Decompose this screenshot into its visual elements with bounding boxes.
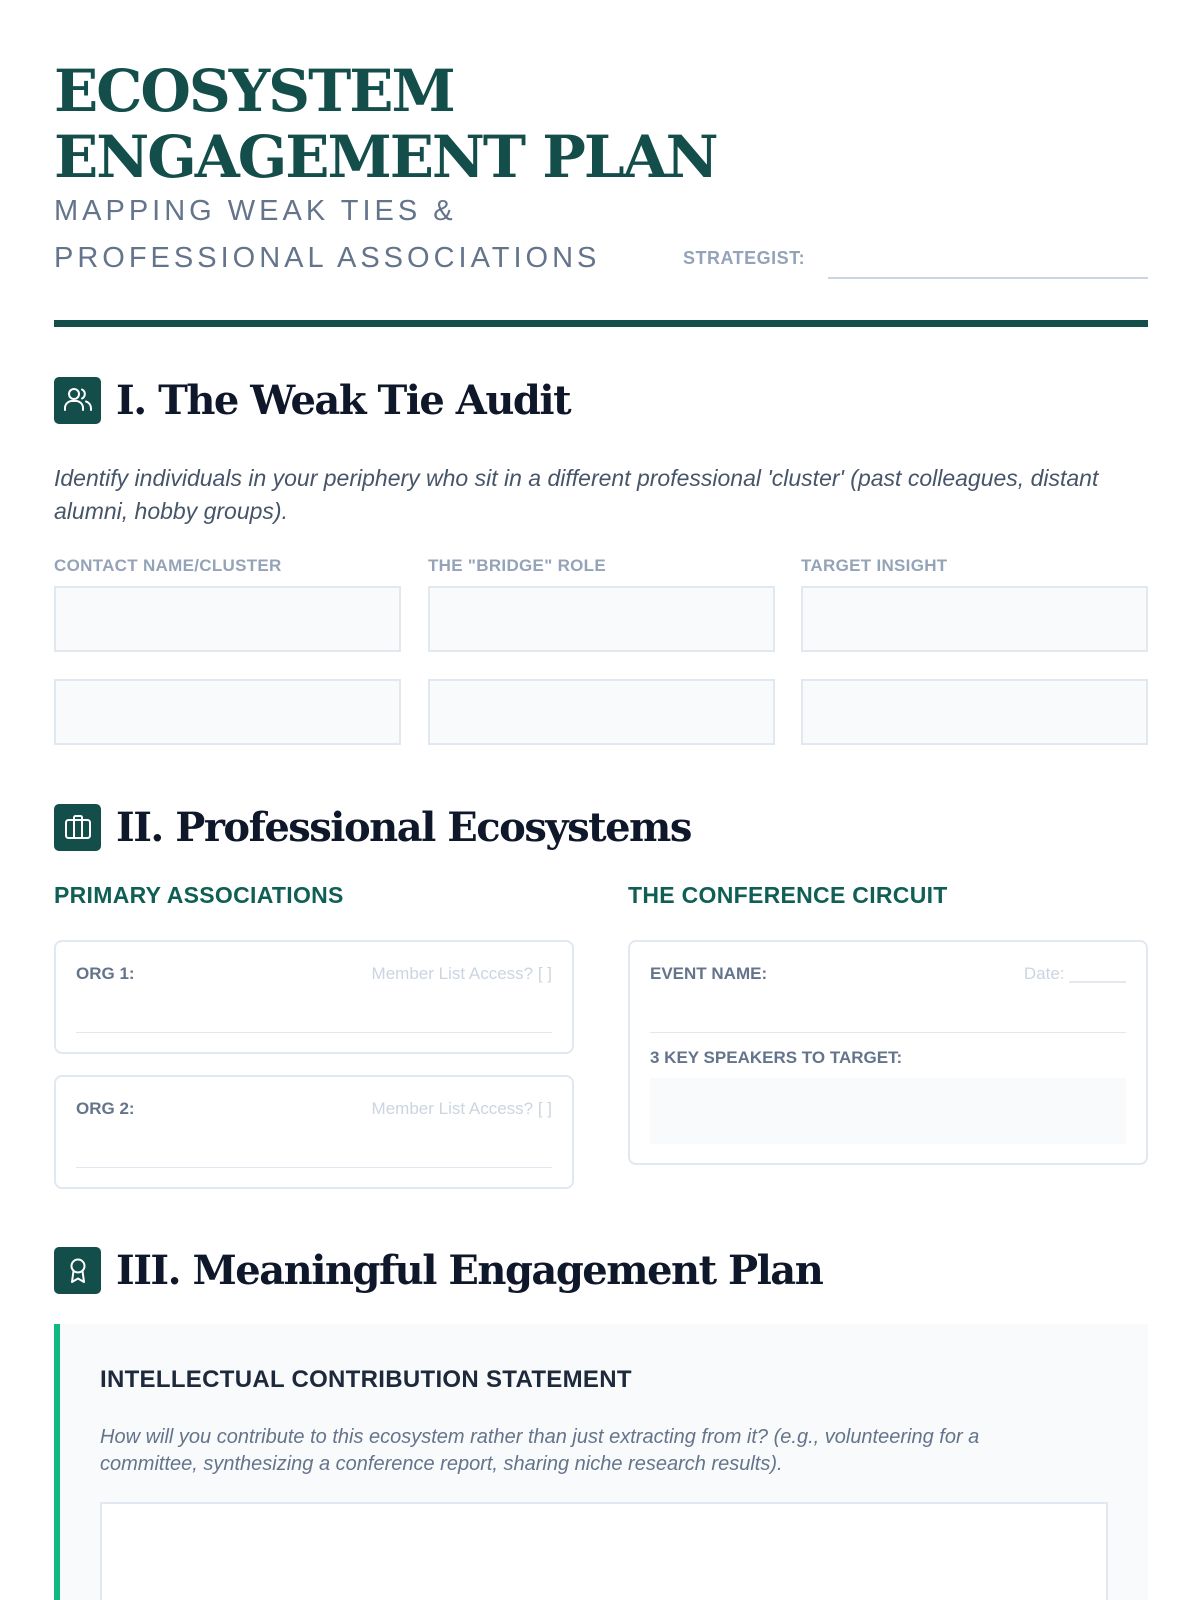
column-header-bridge-role: THE "BRIDGE" ROLE [428,556,607,575]
subtitle-line-1: MAPPING WEAK TIES & [54,195,457,227]
key-speakers-field[interactable] [650,1078,1126,1144]
section-1-title: I. The Weak Tie Audit [116,376,571,424]
title-line-2: ENGAGEMENT PLAN [54,123,717,191]
strategist-field[interactable] [828,277,1148,279]
contact-name-field-1[interactable] [54,586,401,652]
bridge-role-field-1[interactable] [428,586,775,652]
contribution-statement-title: INTELLECTUAL CONTRIBUTION STATEMENT [100,1366,632,1393]
conference-card [628,940,1148,1165]
target-insight-field-1[interactable] [801,586,1148,652]
primary-associations-heading: PRIMARY ASSOCIATIONS [54,882,344,908]
section-1-heading [54,376,570,424]
org-1-input-line[interactable] [76,1032,552,1033]
strategist-label: STRATEGIST: [683,248,806,268]
event-date-field[interactable]: Date: ______ [1023,964,1126,983]
target-insight-field-2[interactable] [801,679,1148,745]
org-1-card [54,940,574,1054]
engagement-plan-page [54,0,1148,1600]
org-1-label: ORG 1: [76,964,135,983]
column-header-contact: CONTACT NAME/CLUSTER [54,556,282,575]
section-2-heading [54,803,691,851]
page-subtitle [54,188,674,282]
column-header-target-insight: TARGET INSIGHT [801,556,948,575]
section-2-title: II. Professional Ecosystems [116,803,691,851]
award-icon [54,1247,101,1294]
contact-name-field-2[interactable] [54,679,401,745]
contribution-statement-description: How will you contribute to this ecosystem rather than just extracting from it? (e.g., volunteering for a committee, synthesizing a conference report, sharing niche research results). [100,1426,980,1475]
key-speakers-label: 3 KEY SPEAKERS TO TARGET: [650,1048,903,1067]
contribution-statement-field[interactable] [100,1502,1108,1600]
org-1-member-list-checkbox[interactable]: Member List Access? [ ] [371,964,552,983]
org-2-input-line[interactable] [76,1167,552,1168]
briefcase-icon [54,804,101,851]
header-divider [54,320,1148,327]
bridge-role-field-2[interactable] [428,679,775,745]
org-2-member-list-checkbox[interactable]: Member List Access? [ ] [371,1099,552,1118]
subtitle-line-2: PROFESSIONAL ASSOCIATIONS [54,242,601,274]
page-title [54,58,754,190]
conference-circuit-heading: THE CONFERENCE CIRCUIT [628,882,948,908]
event-name-label: EVENT NAME: [650,964,768,983]
contribution-statement-box [54,1324,1148,1600]
section-3-heading [54,1246,822,1294]
section-1-intro: Identify individuals in your periphery who sit in a different professional 'cluster' (past colleagues, distant alumni, hobby groups). [54,465,1099,524]
event-name-input-line[interactable] [650,1032,1126,1033]
accent-bar [54,1324,60,1600]
users-icon [54,377,101,424]
title-line-1: ECOSYSTEM [54,57,454,125]
org-2-card [54,1075,574,1189]
section-3-title: III. Meaningful Engagement Plan [116,1246,823,1294]
org-2-label: ORG 2: [76,1099,135,1118]
